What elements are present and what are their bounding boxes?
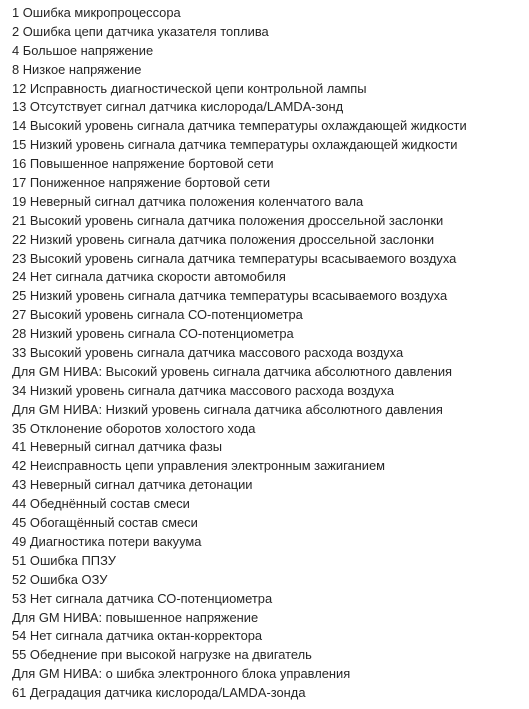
error-code-line: 17 Пониженное напряжение бортовой сети bbox=[12, 175, 271, 191]
error-code-line: 35 Отклонение оборотов холостого хода bbox=[12, 420, 256, 436]
error-code-line: 43 Неверный сигнал датчика детонации bbox=[12, 477, 253, 493]
error-code-line: Для GM НИВА: Низкий уровень сигнала датчика абсолютного давления bbox=[12, 401, 443, 417]
error-code-line: 24 Нет сигнала датчика скорости автомобиля bbox=[12, 269, 286, 285]
error-code-line: 13 Отсутствует сигнал датчика кислорода/LAMDA-зонд bbox=[12, 99, 344, 115]
error-code-line: 15 Низкий уровень сигнала датчика температуры охлаждающей жидкости bbox=[12, 137, 458, 153]
error-code-line: 12 Исправность диагностической цепи контрольной лампы bbox=[12, 80, 367, 96]
error-code-line: 33 Высокий уровень сигнала датчика массового расхода воздуха bbox=[12, 345, 404, 361]
error-code-line: 42 Неисправность цепи управления электронным зажиганием bbox=[12, 458, 386, 474]
error-code-line: 54 Нет сигнала датчика октан-корректора bbox=[12, 628, 263, 644]
error-code-line: 19 Неверный сигнал датчика положения коленчатого вала bbox=[12, 193, 364, 209]
error-code-line: 25 Низкий уровень сигнала датчика температуры всасываемого воздуха bbox=[12, 288, 448, 304]
error-code-line: 41 Неверный сигнал датчика фазы bbox=[12, 439, 223, 455]
error-code-line: Для GM НИВА: повышенное напряжение bbox=[12, 609, 259, 625]
error-code-line: 52 Ошибка ОЗУ bbox=[12, 571, 108, 587]
error-code-line: 28 Низкий уровень сигнала СО-потенциометра bbox=[12, 326, 294, 342]
error-code-line: 2 Ошибка цепи датчика указателя топлива bbox=[12, 23, 269, 39]
error-code-line: 44 Обеднённый состав смеси bbox=[12, 496, 190, 512]
error-code-line: 55 Обеднение при высокой нагрузке на двигатель bbox=[12, 647, 312, 663]
error-code-line: 22 Низкий уровень сигнала датчика положения дроссельной заслонки bbox=[12, 231, 435, 247]
error-code-list bbox=[12, 4, 529, 703]
error-code-line: 21 Высокий уровень сигнала датчика положения дроссельной заслонки bbox=[12, 212, 444, 228]
error-code-line: 45 Обогащённый состав смеси bbox=[12, 515, 198, 531]
error-code-line: 16 Повышенное напряжение бортовой сети bbox=[12, 156, 274, 172]
error-code-line: 34 Низкий уровень сигнала датчика массового расхода воздуха bbox=[12, 382, 395, 398]
error-code-line: 1 Ошибка микропроцессора bbox=[12, 5, 181, 20]
error-code-line: Для GM НИВА: Высокий уровень сигнала датчика абсолютного давления bbox=[12, 363, 453, 379]
error-code-line: 23 Высокий уровень сигнала датчика температуры всасываемого воздуха bbox=[12, 250, 457, 266]
error-code-line: 49 Диагностика потери вакуума bbox=[12, 533, 202, 549]
error-code-line: 4 Большое напряжение bbox=[12, 42, 154, 58]
error-code-line: 61 Деградация датчика кислорода/LAMDA-зонда bbox=[12, 685, 306, 701]
error-code-line: 27 Высокий уровень сигнала СО-потенциометра bbox=[12, 307, 303, 323]
error-code-line: 8 Низкое напряжение bbox=[12, 61, 142, 77]
error-code-line: 53 Нет сигнала датчика СО-потенциометра bbox=[12, 590, 273, 606]
error-code-line: 51 Ошибка ППЗУ bbox=[12, 552, 116, 568]
error-code-line: 14 Высокий уровень сигнала датчика температуры охлаждающей жидкости bbox=[12, 118, 467, 134]
error-code-line: Для GM НИВА: о шибка электронного блока управления bbox=[12, 666, 351, 682]
